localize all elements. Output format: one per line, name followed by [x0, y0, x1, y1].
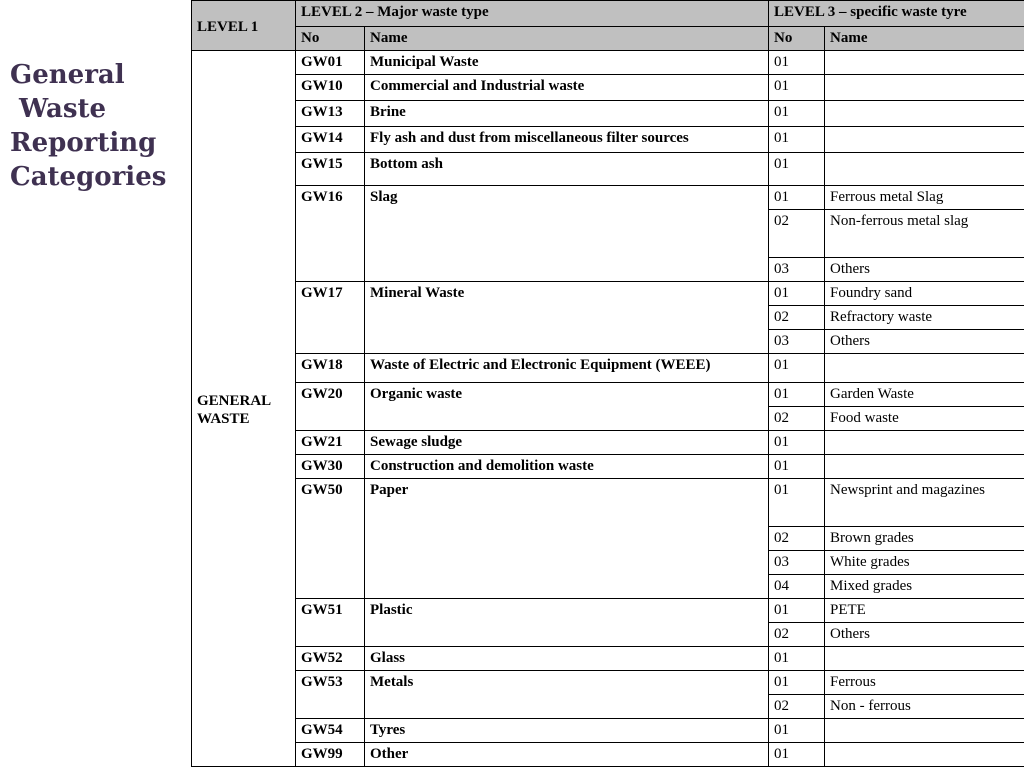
sub-type-name-cell: [825, 75, 1024, 101]
sub-type-no-cell: 01: [769, 153, 825, 186]
title-line: Waste: [10, 94, 107, 124]
sub-type-name-cell: [825, 51, 1024, 75]
table-row: [192, 455, 1024, 479]
waste-type-name-cell: Organic waste: [365, 383, 769, 431]
sub-type-name-cell: Brown grades: [825, 527, 1024, 551]
sub-type-name-cell: Others: [825, 623, 1024, 647]
table-row: [192, 75, 1024, 101]
waste-category-table: [191, 0, 1024, 767]
level3-no-header: No: [769, 26, 825, 50]
table-row: [192, 51, 1024, 75]
level1-category-cell: [192, 51, 296, 767]
table-row: [192, 647, 1024, 671]
sub-type-no-cell: 02: [769, 527, 825, 551]
sub-type-name-cell: White grades: [825, 551, 1024, 575]
sub-type-name-cell: Ferrous metal Slag: [825, 186, 1024, 210]
sub-type-no-cell: 03: [769, 551, 825, 575]
sub-type-name-cell: [825, 354, 1024, 383]
sub-type-no-cell: 04: [769, 575, 825, 599]
table-row: [192, 671, 1024, 695]
waste-code-cell: GW99: [296, 743, 365, 767]
sub-type-no-cell: 01: [769, 186, 825, 210]
table-row: [192, 431, 1024, 455]
waste-code-cell: GW14: [296, 127, 365, 153]
sub-type-name-cell: [825, 719, 1024, 743]
sub-type-no-cell: 01: [769, 354, 825, 383]
waste-type-name-cell: Metals: [365, 671, 769, 719]
sub-type-name-cell: [825, 153, 1024, 186]
waste-code-cell: GW16: [296, 186, 365, 282]
waste-code-cell: GW10: [296, 75, 365, 101]
sub-type-name-cell: Non-ferrous metal slag: [825, 210, 1024, 258]
waste-type-name-cell: Commercial and Industrial waste: [365, 75, 769, 101]
level2-header: LEVEL 2 – Major waste type: [296, 1, 769, 27]
sub-type-name-cell: [825, 101, 1024, 127]
level2-name-header: Name: [365, 26, 769, 50]
level2-no-header: No: [296, 26, 365, 50]
waste-type-name-cell: Slag: [365, 186, 769, 282]
sub-type-name-cell: Newsprint and magazines: [825, 479, 1024, 527]
sub-type-no-cell: 01: [769, 479, 825, 527]
sub-type-no-cell: 02: [769, 407, 825, 431]
level3-header: LEVEL 3 – specific waste tyre: [769, 1, 1024, 27]
sub-type-no-cell: 01: [769, 431, 825, 455]
waste-code-cell: GW17: [296, 282, 365, 354]
table-row: [192, 719, 1024, 743]
waste-code-cell: GW51: [296, 599, 365, 647]
table-row: [192, 743, 1024, 767]
title-line: General: [10, 60, 125, 90]
subheader-row: [192, 26, 1024, 50]
waste-code-cell: GW01: [296, 51, 365, 75]
title-line: Reporting: [10, 128, 157, 158]
sub-type-no-cell: 01: [769, 743, 825, 767]
sub-type-no-cell: 01: [769, 599, 825, 623]
waste-type-name-cell: Mineral Waste: [365, 282, 769, 354]
sub-type-name-cell: [825, 127, 1024, 153]
sub-type-no-cell: 01: [769, 671, 825, 695]
sub-type-name-cell: Others: [825, 330, 1024, 354]
slide-title: [10, 58, 185, 194]
sub-type-no-cell: 01: [769, 647, 825, 671]
sub-type-name-cell: [825, 431, 1024, 455]
sub-type-name-cell: Foundry sand: [825, 282, 1024, 306]
table-row: [192, 101, 1024, 127]
sub-type-no-cell: 03: [769, 258, 825, 282]
waste-type-name-cell: Waste of Electric and Electronic Equipment (WEEE): [365, 354, 769, 383]
table-row: [192, 282, 1024, 306]
table-row: [192, 186, 1024, 210]
waste-type-name-cell: Paper: [365, 479, 769, 599]
sub-type-name-cell: [825, 743, 1024, 767]
sub-type-no-cell: 02: [769, 210, 825, 258]
waste-type-name-cell: Tyres: [365, 719, 769, 743]
waste-code-cell: GW20: [296, 383, 365, 431]
waste-type-name-cell: Construction and demolition waste: [365, 455, 769, 479]
waste-type-name-cell: Brine: [365, 101, 769, 127]
waste-code-cell: GW30: [296, 455, 365, 479]
waste-code-cell: GW54: [296, 719, 365, 743]
table-row: [192, 383, 1024, 407]
waste-code-cell: GW50: [296, 479, 365, 599]
sub-type-name-cell: Non - ferrous: [825, 695, 1024, 719]
sub-type-no-cell: 01: [769, 75, 825, 101]
sub-type-no-cell: 03: [769, 330, 825, 354]
sub-type-name-cell: PETE: [825, 599, 1024, 623]
sub-type-no-cell: 02: [769, 695, 825, 719]
waste-type-name-cell: Plastic: [365, 599, 769, 647]
sub-type-no-cell: 01: [769, 719, 825, 743]
sub-type-no-cell: 01: [769, 455, 825, 479]
level1-category-text: WASTE: [197, 410, 250, 427]
sub-type-no-cell: 01: [769, 101, 825, 127]
sub-type-no-cell: 01: [769, 51, 825, 75]
waste-type-name-cell: Sewage sludge: [365, 431, 769, 455]
waste-code-cell: GW52: [296, 647, 365, 671]
sub-type-name-cell: Mixed grades: [825, 575, 1024, 599]
waste-code-cell: GW18: [296, 354, 365, 383]
waste-code-cell: GW53: [296, 671, 365, 719]
waste-type-name-cell: Bottom ash: [365, 153, 769, 186]
sub-type-name-cell: Refractory waste: [825, 306, 1024, 330]
table-row: [192, 599, 1024, 623]
header-row: [192, 1, 1024, 27]
waste-code-cell: GW21: [296, 431, 365, 455]
title-line: Categories: [10, 162, 167, 192]
sub-type-no-cell: 01: [769, 127, 825, 153]
waste-code-cell: GW15: [296, 153, 365, 186]
sub-type-name-cell: Others: [825, 258, 1024, 282]
sub-type-name-cell: Garden Waste: [825, 383, 1024, 407]
waste-code-cell: GW13: [296, 101, 365, 127]
sub-type-no-cell: 02: [769, 306, 825, 330]
level3-name-header: Name: [825, 26, 1024, 50]
table-row: [192, 127, 1024, 153]
sub-type-no-cell: 01: [769, 282, 825, 306]
waste-type-name-cell: Fly ash and dust from miscellaneous filter sources: [365, 127, 769, 153]
sub-type-no-cell: 02: [769, 623, 825, 647]
waste-type-name-cell: Glass: [365, 647, 769, 671]
sub-type-name-cell: Food waste: [825, 407, 1024, 431]
waste-type-name-cell: Other: [365, 743, 769, 767]
sub-type-name-cell: Ferrous: [825, 671, 1024, 695]
waste-type-name-cell: Municipal Waste: [365, 51, 769, 75]
table-row: [192, 354, 1024, 383]
sub-type-name-cell: [825, 455, 1024, 479]
level1-category-text: GENERAL: [197, 392, 272, 409]
sub-type-no-cell: 01: [769, 383, 825, 407]
sub-type-name-cell: [825, 647, 1024, 671]
level1-header: LEVEL 1: [192, 1, 296, 51]
table-row: [192, 479, 1024, 527]
table-row: [192, 153, 1024, 186]
